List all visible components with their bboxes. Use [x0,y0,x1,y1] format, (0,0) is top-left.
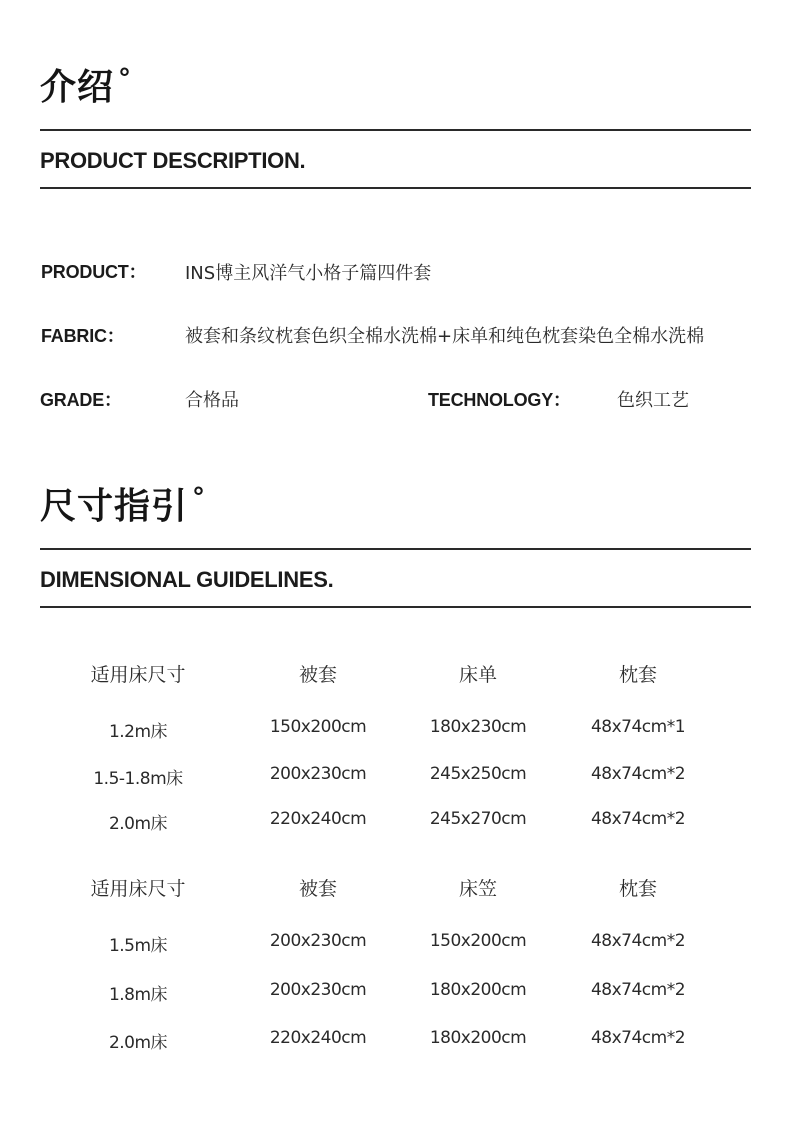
table-header-row [48,660,738,687]
intro-title-degree: ° [118,64,133,94]
grade-label: GRADE： [40,390,122,410]
cell-pillowcase: 48x74cm*2 [590,1028,686,1048]
fabric-label: FABRIC： [41,326,125,346]
table-header-row [48,874,738,901]
header-pillowcase: 枕套 [618,664,657,686]
table-row [48,931,738,956]
cell-bed-size: 2.0m床 [108,1033,168,1053]
cell-duvet: 200x230cm [269,980,367,1000]
table-row [48,1028,738,1053]
intro-title [40,64,133,108]
cell-pillowcase: 48x74cm*2 [590,809,686,829]
cell-bed-size: 1.8m床 [108,985,168,1005]
table-row [48,764,738,789]
fabric-value: 被套和条纹枕套色织全棉水洗棉+床单和纯色枕套染色全棉水洗棉 [185,326,705,347]
table-row [48,980,738,1005]
cell-fitted-sheet: 180x200cm [429,1028,527,1048]
cell-bed-size: 1.5m床 [108,936,168,956]
intro-title-text: 介绍 [40,67,115,108]
grade-value: 合格品 [185,390,239,411]
dimensions-title-degree: ° [192,483,207,513]
cell-pillowcase: 48x74cm*2 [590,931,686,951]
dimensions-bottom-rule [40,606,751,608]
header-bed-size: 适用床尺寸 [90,664,186,686]
cell-bed-size: 1.5-1.8m床 [93,769,183,789]
size-table-1 [48,660,738,834]
intro-subtitle: PRODUCT DESCRIPTION. [40,148,306,173]
technology-label: TECHNOLOGY： [428,390,571,410]
intro-bottom-rule [40,187,751,189]
dimensions-subtitle: DIMENSIONAL GUIDELINES. [40,567,334,592]
technology-value: 色织工艺 [617,390,689,411]
header-pillowcase: 枕套 [618,878,657,900]
header-duvet: 被套 [298,664,337,686]
dimensions-title [40,483,207,527]
cell-fitted-sheet: 150x200cm [429,931,527,951]
cell-duvet: 220x240cm [269,809,367,829]
cell-pillowcase: 48x74cm*1 [590,717,686,737]
cell-duvet: 200x230cm [269,764,367,784]
header-fitted-sheet: 床笠 [458,878,497,900]
cell-sheet: 245x270cm [429,809,527,829]
cell-sheet: 245x250cm [429,764,527,784]
cell-fitted-sheet: 180x200cm [429,980,527,1000]
size-table-2 [48,874,738,1053]
product-label: PRODUCT： [41,262,147,282]
dimensions-title-text: 尺寸指引 [40,486,189,527]
cell-bed-size: 1.2m床 [108,722,168,742]
cell-duvet: 200x230cm [269,931,367,951]
dimensions-top-rule [40,548,751,550]
cell-pillowcase: 48x74cm*2 [590,764,686,784]
cell-bed-size: 2.0m床 [108,814,168,834]
header-bed-size: 适用床尺寸 [90,878,186,900]
cell-pillowcase: 48x74cm*2 [590,980,686,1000]
header-sheet: 床单 [458,664,497,686]
cell-duvet: 150x200cm [269,717,367,737]
product-value: INS博主风洋气小格子篇四件套 [185,263,432,284]
intro-top-rule [40,129,751,131]
table-row [48,717,738,742]
table-row [48,809,738,834]
cell-duvet: 220x240cm [269,1028,367,1048]
header-duvet: 被套 [298,878,337,900]
cell-sheet: 180x230cm [429,717,527,737]
